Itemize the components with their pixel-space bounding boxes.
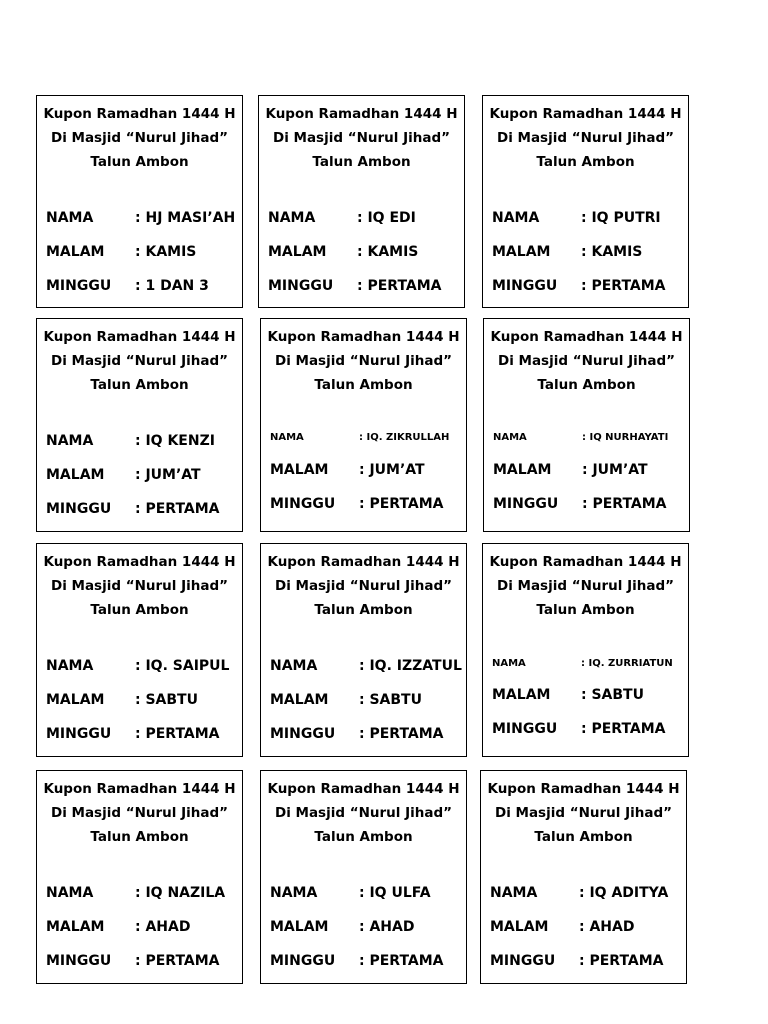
minggu-label: MINGGU (46, 501, 112, 517)
nama-label: NAMA (46, 658, 94, 674)
nama-value: : IQ. SAIPUL (135, 658, 230, 674)
malam-row (46, 690, 238, 710)
coupon-title (483, 550, 688, 622)
coupon-title (37, 325, 242, 397)
title-line: Di Masjid “Nurul Jihad” (494, 805, 673, 821)
minggu-row (492, 719, 684, 739)
title-line: Talun Ambon (90, 154, 189, 170)
title-line: Di Masjid “Nurul Jihad” (496, 130, 675, 146)
malam-value: : KAMIS (581, 244, 643, 260)
coupon-card (482, 95, 689, 308)
nama-value: : HJ MASI’AH (135, 210, 236, 226)
minggu-value: : PERTAMA (135, 953, 220, 969)
title-line: Di Masjid “Nurul Jihad” (50, 353, 229, 369)
nama-row (46, 208, 238, 228)
malam-label: MALAM (492, 687, 551, 703)
minggu-value: : PERTAMA (135, 501, 220, 517)
title-line: Kupon Ramadhan 1444 H (487, 781, 680, 797)
minggu-value: : PERTAMA (582, 496, 667, 512)
nama-value: : IQ NURHAYATI (582, 432, 669, 443)
nama-row (46, 656, 238, 676)
title-line: Talun Ambon (314, 377, 413, 393)
malam-row (270, 917, 462, 937)
title-line: Talun Ambon (312, 154, 411, 170)
title-line: Di Masjid “Nurul Jihad” (50, 578, 229, 594)
coupon-title (37, 102, 242, 174)
title-line: Di Masjid “Nurul Jihad” (50, 130, 229, 146)
nama-label: NAMA (46, 210, 94, 226)
nama-value: : IQ. ZIKRULLAH (359, 432, 450, 443)
malam-row (490, 917, 682, 937)
coupon-title (261, 777, 466, 849)
malam-value: : AHAD (579, 919, 635, 935)
title-line: Kupon Ramadhan 1444 H (490, 329, 683, 345)
nama-row (268, 208, 460, 228)
nama-value: : IQ. IZZATUL (359, 658, 462, 674)
coupon-card (258, 95, 465, 308)
nama-label: NAMA (268, 210, 316, 226)
title-line: Kupon Ramadhan 1444 H (267, 781, 460, 797)
coupon-title (37, 777, 242, 849)
malam-value: : KAMIS (357, 244, 419, 260)
malam-label: MALAM (46, 692, 105, 708)
nama-row (46, 431, 238, 451)
title-line: Kupon Ramadhan 1444 H (489, 106, 682, 122)
title-line: Di Masjid “Nurul Jihad” (272, 130, 451, 146)
minggu-row (493, 494, 685, 514)
coupon-card (260, 543, 467, 757)
nama-row (492, 208, 684, 228)
coupon-card (480, 770, 687, 984)
minggu-row (490, 951, 682, 971)
title-line: Talun Ambon (314, 602, 413, 618)
malam-value: : AHAD (135, 919, 191, 935)
malam-label: MALAM (46, 467, 105, 483)
coupon-card (483, 318, 690, 532)
minggu-label: MINGGU (46, 278, 112, 294)
coupon-card (482, 543, 689, 757)
coupon-card (260, 770, 467, 984)
title-line: Talun Ambon (534, 829, 633, 845)
minggu-label: MINGGU (493, 496, 559, 512)
minggu-row (270, 724, 462, 744)
nama-value: : IQ KENZI (135, 433, 215, 449)
minggu-row (492, 276, 684, 296)
title-line: Talun Ambon (536, 154, 635, 170)
malam-label: MALAM (46, 919, 105, 935)
malam-value: : JUM’AT (359, 462, 425, 478)
title-line: Kupon Ramadhan 1444 H (43, 554, 236, 570)
title-line: Talun Ambon (90, 829, 189, 845)
nama-label: NAMA (492, 210, 540, 226)
malam-value: : JUM’AT (135, 467, 201, 483)
nama-value: : IQ NAZILA (135, 885, 226, 901)
malam-row (493, 460, 685, 480)
minggu-value: : 1 DAN 3 (135, 278, 209, 294)
minggu-value: : PERTAMA (581, 721, 666, 737)
minggu-row (268, 276, 460, 296)
coupon-title (261, 550, 466, 622)
coupon-card (36, 543, 243, 757)
nama-row (270, 431, 462, 445)
malam-label: MALAM (46, 244, 105, 260)
coupon-title (481, 777, 686, 849)
title-line: Kupon Ramadhan 1444 H (43, 106, 236, 122)
malam-value: : SABTU (359, 692, 422, 708)
coupon-title (484, 325, 689, 397)
title-line: Di Masjid “Nurul Jihad” (274, 805, 453, 821)
minggu-value: : PERTAMA (357, 278, 442, 294)
minggu-row (270, 951, 462, 971)
minggu-row (46, 951, 238, 971)
malam-label: MALAM (493, 462, 552, 478)
malam-label: MALAM (270, 462, 329, 478)
coupon-title (483, 102, 688, 174)
title-line: Kupon Ramadhan 1444 H (43, 781, 236, 797)
malam-row (268, 242, 460, 262)
coupon-card (36, 95, 243, 308)
title-line: Talun Ambon (314, 829, 413, 845)
malam-row (46, 465, 238, 485)
minggu-label: MINGGU (492, 721, 558, 737)
nama-value: : IQ ULFA (359, 885, 431, 901)
title-line: Kupon Ramadhan 1444 H (489, 554, 682, 570)
nama-value: : IQ ADITYA (579, 885, 669, 901)
title-line: Kupon Ramadhan 1444 H (267, 554, 460, 570)
minggu-row (46, 724, 238, 744)
nama-row (270, 656, 462, 676)
nama-row (490, 883, 682, 903)
minggu-label: MINGGU (490, 953, 556, 969)
malam-value: : SABTU (135, 692, 198, 708)
nama-label: NAMA (46, 885, 94, 901)
malam-label: MALAM (268, 244, 327, 260)
nama-label: NAMA (270, 885, 318, 901)
malam-row (46, 242, 238, 262)
malam-row (492, 242, 684, 262)
nama-label: NAMA (270, 658, 318, 674)
nama-label: NAMA (492, 658, 526, 669)
malam-label: MALAM (270, 919, 329, 935)
malam-value: : KAMIS (135, 244, 197, 260)
title-line: Talun Ambon (537, 377, 636, 393)
malam-value: : AHAD (359, 919, 415, 935)
malam-row (270, 460, 462, 480)
coupon-title (261, 325, 466, 397)
minggu-value: : PERTAMA (135, 726, 220, 742)
minggu-row (46, 499, 238, 519)
title-line: Kupon Ramadhan 1444 H (265, 106, 458, 122)
title-line: Di Masjid “Nurul Jihad” (496, 578, 675, 594)
minggu-value: : PERTAMA (359, 496, 444, 512)
title-line: Di Masjid “Nurul Jihad” (50, 805, 229, 821)
nama-row (46, 883, 238, 903)
malam-label: MALAM (492, 244, 551, 260)
nama-value: : IQ PUTRI (581, 210, 661, 226)
malam-row (270, 690, 462, 710)
title-line: Di Masjid “Nurul Jihad” (274, 353, 453, 369)
minggu-label: MINGGU (270, 726, 336, 742)
malam-label: MALAM (270, 692, 329, 708)
minggu-value: : PERTAMA (359, 953, 444, 969)
malam-label: MALAM (490, 919, 549, 935)
title-line: Di Masjid “Nurul Jihad” (274, 578, 453, 594)
minggu-label: MINGGU (492, 278, 558, 294)
title-line: Talun Ambon (90, 377, 189, 393)
nama-label: NAMA (270, 432, 304, 443)
coupon-card (36, 770, 243, 984)
nama-row (493, 431, 685, 445)
minggu-label: MINGGU (268, 278, 334, 294)
title-line: Talun Ambon (536, 602, 635, 618)
minggu-label: MINGGU (270, 496, 336, 512)
minggu-value: : PERTAMA (579, 953, 664, 969)
nama-value: : IQ EDI (357, 210, 416, 226)
coupon-title (259, 102, 464, 174)
coupon-card (260, 318, 467, 532)
malam-row (46, 917, 238, 937)
minggu-label: MINGGU (46, 726, 112, 742)
title-line: Talun Ambon (90, 602, 189, 618)
minggu-row (46, 276, 238, 296)
nama-label: NAMA (490, 885, 538, 901)
malam-value: : SABTU (581, 687, 644, 703)
nama-label: NAMA (46, 433, 94, 449)
coupon-title (37, 550, 242, 622)
minggu-value: : PERTAMA (359, 726, 444, 742)
nama-label: NAMA (493, 432, 527, 443)
nama-row (270, 883, 462, 903)
minggu-value: : PERTAMA (581, 278, 666, 294)
minggu-label: MINGGU (46, 953, 112, 969)
title-line: Di Masjid “Nurul Jihad” (497, 353, 676, 369)
nama-value: : IQ. ZURRIATUN (581, 658, 673, 669)
minggu-label: MINGGU (270, 953, 336, 969)
nama-row (492, 657, 684, 671)
malam-value: : JUM’AT (582, 462, 648, 478)
minggu-row (270, 494, 462, 514)
title-line: Kupon Ramadhan 1444 H (43, 329, 236, 345)
title-line: Kupon Ramadhan 1444 H (267, 329, 460, 345)
coupon-card (36, 318, 243, 532)
malam-row (492, 685, 684, 705)
